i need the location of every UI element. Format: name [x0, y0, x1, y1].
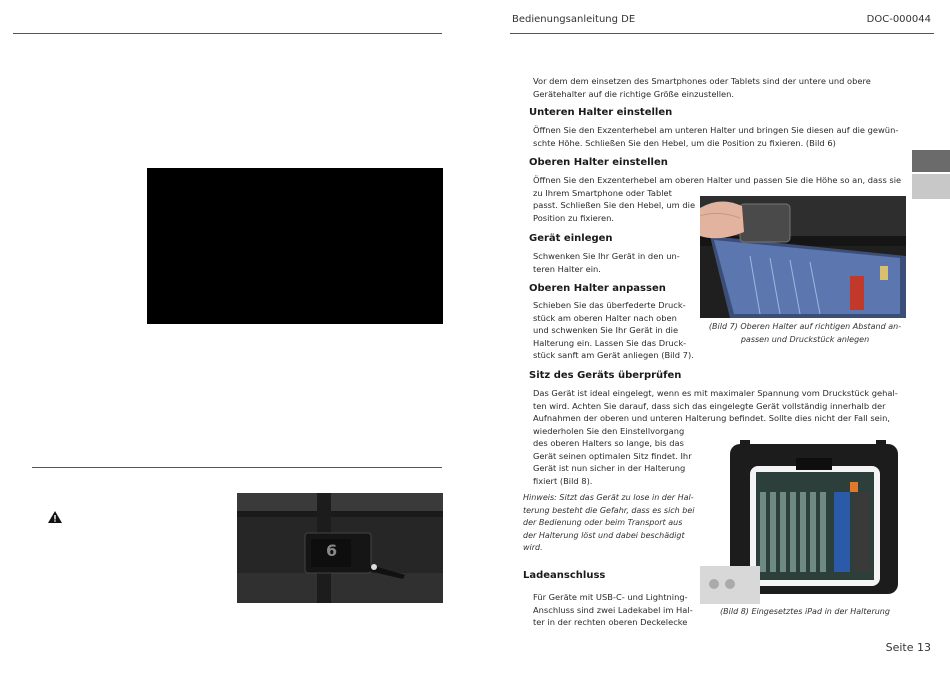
header-doc-id: DOC-000044	[866, 14, 931, 25]
heading-unteren-halter: Unteren Halter einstellen	[529, 107, 673, 118]
right-top-rule	[510, 33, 934, 34]
left-top-rule	[13, 33, 442, 34]
side-tab-light	[912, 174, 950, 199]
hinweis-text: Sitzt das Gerät zu lose in der Hal- terung besteht die Gefahr, dass es sich bei der Bedienung oder beim Transport aus der Halterung löst und dabei beschädigt wird.	[523, 493, 695, 552]
heading-oberen-halter: Oberen Halter einstellen	[529, 157, 668, 168]
heading-geraet-einlegen: Gerät einlegen	[529, 233, 613, 244]
hinweis-label: Hinweis:	[523, 493, 557, 502]
holder-number-label: 6	[326, 541, 338, 560]
body-oberen-anpassen: Schieben Sie das überfederte Druck- stück am oberen Halter nach oben und schwenken Sie Ihr Gerät in die Halterung ein. Lassen Sie das Druck- stück sanft am Gerät anliegen (Bild 7).	[533, 300, 694, 360]
bild8-caption: (Bild 8) Eingesetztes iPad in der Halterung	[720, 607, 890, 616]
heading-oberen-anpassen: Oberen Halter anpassen	[529, 283, 666, 294]
heading-ladeanschluss: Ladeanschluss	[523, 570, 606, 581]
body-ladeanschluss: Für Geräte mit USB-C- und Lightning- Anschluss sind zwei Ladekabel im Hal- ter in der rechten oberen Deckelecke	[533, 592, 693, 627]
warning-triangle-icon	[48, 508, 62, 520]
side-tab-dark	[912, 150, 950, 172]
left-mid-rule	[32, 467, 442, 468]
body-unteren-halter: Öffnen Sie den Exzenterhebel am unteren Halter und bringen Sie diesen auf die gewün- schte Höhe. Schließen Sie den Hebel, um die Position zu fixieren. (Bild 6)	[533, 125, 899, 148]
lower-holder-photo	[237, 493, 443, 603]
left-black-image	[147, 168, 443, 324]
header-title: Bedienungsanleitung DE	[512, 14, 636, 25]
intro-text: Vor dem dem einsetzen des Smartphones oder Tablets sind der untere und obere Gerätehalter auf die richtige Größe einzustellen.	[533, 76, 871, 99]
hinweis-note	[523, 492, 698, 555]
heading-sitz-pruefen: Sitz des Geräts überprüfen	[529, 370, 682, 381]
body-oberen-halter: Öffnen Sie den Exzenterhebel am oberen Halter und passen Sie die Höhe so an, dass sie zu Ihrem Smartphone oder Tablet passt. Schließen Sie den Hebel, um die Position zu fixieren.	[533, 175, 902, 223]
bild8-photo	[700, 436, 906, 604]
body-geraet-einlegen: Schwenken Sie Ihr Gerät in den un- teren Halter ein.	[533, 251, 680, 274]
bild7-photo	[700, 196, 906, 318]
body-sitz-pruefen: Das Gerät ist ideal eingelegt, wenn es mit maximaler Spannung vom Druckstück gehal- ten wird. Achten Sie darauf, dass sich das eingelegte Gerät vollständig innerhalb der Aufnahmen der oberen und unteren Halterung befindet. Sollte dies nicht der Fall sein, wiederholen Sie den Einstellvorgang des oberen Halters so lange, bis das Gerät seinen optimalen Sitz findet. Ihr Gerät ist nun sicher in der Halterung fixiert (Bild 8).	[533, 388, 898, 486]
page-number: Seite 13	[885, 641, 931, 654]
bild7-caption: (Bild 7) Oberen Halter auf richtigen Abstand an- passen und Druckstück anlegen	[708, 322, 902, 344]
